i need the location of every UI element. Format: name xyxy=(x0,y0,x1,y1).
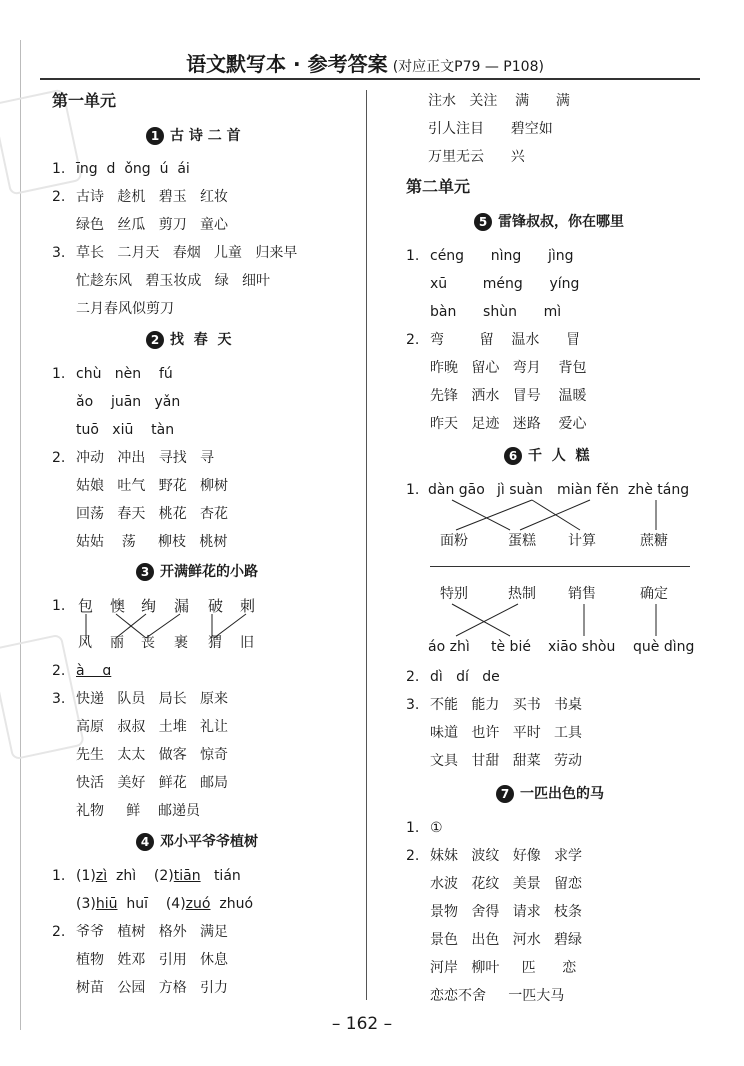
answer-text: 昨晚 留心 弯月 背包 xyxy=(430,360,587,376)
answer-text: 草长 二月天 春烟 儿童 归来早 xyxy=(76,245,298,261)
question-number: 2. xyxy=(406,669,420,685)
question-number: 1. xyxy=(406,820,420,836)
lesson-name: 邓小平爷爷植树 xyxy=(160,834,258,850)
separator-line xyxy=(430,566,690,567)
lesson-name: 古 诗 二 首 xyxy=(170,128,241,144)
lesson-title xyxy=(146,126,241,146)
question-number: 2. xyxy=(52,189,66,205)
header-title: 语文默写本 · 参考答案 xyxy=(186,52,388,76)
header-rule xyxy=(40,78,700,80)
answer-text: 妹妹 波纹 好像 求学 xyxy=(430,848,583,864)
word-option: 计算 xyxy=(568,533,596,549)
lesson-title xyxy=(496,784,604,804)
unit-title: 第一单元 xyxy=(52,91,117,110)
answer-text: 注水 关注 满 满 xyxy=(428,93,570,109)
question-number: 2. xyxy=(406,332,420,348)
matching-top: 包 xyxy=(78,597,94,615)
page-header xyxy=(30,48,700,77)
word-option: 蔗糖 xyxy=(640,533,668,549)
word-option: 销售 xyxy=(568,586,596,602)
header-subtitle: (对应正文P79 — P108) xyxy=(392,59,544,75)
answer-text: 景色 出色 河水 碧绿 xyxy=(430,932,583,948)
pinyin-option: tè bié xyxy=(491,639,531,655)
matching-top: 漏 xyxy=(174,597,190,615)
matching-lines xyxy=(420,498,700,532)
matching-lines xyxy=(420,602,700,638)
answer-text: 快活 美好 鲜花 邮局 xyxy=(76,775,229,791)
question-number: 2. xyxy=(406,848,420,864)
lesson-title xyxy=(504,446,590,466)
answer-text: 姑姑 荡 柳枝 桃树 xyxy=(76,534,228,550)
lesson-number: 5 xyxy=(474,213,492,231)
stamp-mark xyxy=(0,634,85,761)
word-option: 热制 xyxy=(508,586,536,602)
answer-text: ① xyxy=(430,820,443,836)
lesson-name: 雷锋叔叔，你在哪里 xyxy=(498,214,624,230)
matching-top: 绚 xyxy=(141,597,157,615)
answer-text: 万里无云 兴 xyxy=(428,149,525,165)
lesson-name: 开满鲜花的小路 xyxy=(160,564,258,580)
question-number: 1. xyxy=(406,482,420,498)
question-number: 2. xyxy=(52,663,66,679)
matching-bottom: 丧 xyxy=(141,635,155,651)
lesson-name: 一匹出色的马 xyxy=(520,786,604,802)
question-number: 3. xyxy=(406,697,420,713)
lesson-number: 1 xyxy=(146,127,164,145)
answer-text: à ɑ xyxy=(76,663,112,679)
answer-line: (3)hiū huī (4)zuó zhuó xyxy=(76,896,254,912)
matching-top: 刺 xyxy=(240,597,256,615)
answer-text: 昨天 足迹 迷路 爱心 xyxy=(430,416,587,432)
answer-text: chù nèn fú xyxy=(76,366,173,382)
matching-bottom: 风 xyxy=(78,635,92,651)
lesson-title xyxy=(136,832,258,852)
matching-bottom: 猬 xyxy=(208,635,222,651)
question-number: 1. xyxy=(52,598,66,614)
answer-text: tuō xiū tàn xyxy=(76,422,175,438)
answer-text: 爷爷 植树 格外 满足 xyxy=(76,924,229,940)
lesson-number: 6 xyxy=(504,447,522,465)
pinyin-option: dàn gāo xyxy=(428,482,485,498)
matching-bottom: 裹 xyxy=(174,635,188,651)
answer-text: 先生 太太 做客 惊奇 xyxy=(76,747,229,763)
answer-text: 快递 队员 局长 原来 xyxy=(76,691,229,707)
matching-bottom: 旧 xyxy=(240,635,254,651)
answer-text: 植物 姓邓 引用 休息 xyxy=(76,952,229,968)
pinyin-option: jì suàn xyxy=(497,482,543,498)
lesson-number: 4 xyxy=(136,833,154,851)
lesson-title xyxy=(146,330,232,350)
question-number: 1. xyxy=(406,248,420,264)
matching-top: 懊 xyxy=(110,597,126,615)
lesson-number: 7 xyxy=(496,785,514,803)
answer-text: 古诗 趁机 碧玉 红妆 xyxy=(76,189,229,205)
matching-bottom: 丽 xyxy=(110,635,124,651)
answer-text: 水波 花纹 美景 留恋 xyxy=(430,876,583,892)
answer-text: ǎo juān yǎn xyxy=(76,394,181,410)
lesson-title xyxy=(474,212,624,232)
answer-text: 绿色 丝瓜 剪刀 童心 xyxy=(76,217,229,233)
pinyin-option: áo zhì xyxy=(428,639,470,655)
question-number: 3. xyxy=(52,691,66,707)
answer-text: 河岸 柳叶 匹 恋 xyxy=(430,960,577,976)
answer-text: īng d ǒng ú ái xyxy=(76,161,190,177)
answer-text: céng nìng jìng xyxy=(430,248,574,264)
answer-text: 礼物 鲜 邮递员 xyxy=(76,803,201,819)
column-divider xyxy=(366,90,367,1000)
answer-text: dì dí de xyxy=(430,669,500,685)
question-number: 1. xyxy=(52,366,66,382)
answer-text: 恋恋不舍 一匹大马 xyxy=(430,988,565,1004)
lesson-name: 找 春 天 xyxy=(170,332,232,348)
answer-text: 忙趁东风 碧玉妆成 绿 细叶 xyxy=(76,273,271,289)
page-number: – 162 – xyxy=(331,1014,393,1034)
word-option: 确定 xyxy=(640,586,668,602)
question-number: 2. xyxy=(52,924,66,940)
question-number: 2. xyxy=(52,450,66,466)
pinyin-option: què dìng xyxy=(633,639,695,655)
word-option: 蛋糕 xyxy=(508,533,536,549)
answer-text: 姑娘 吐气 野花 柳树 xyxy=(76,478,229,494)
word-option: 面粉 xyxy=(440,533,468,549)
matching-top: 破 xyxy=(208,597,224,615)
answer-line: (1)zì zhì (2)tiān tián xyxy=(76,868,241,884)
pinyin-option: zhè táng xyxy=(628,482,690,498)
answer-text: 回荡 春天 桃花 杏花 xyxy=(76,506,229,522)
answer-text: 味道 也许 平时 工具 xyxy=(430,725,583,741)
answer-text: 弯 留 温水 冒 xyxy=(430,332,581,348)
word-option: 特别 xyxy=(440,586,468,602)
lesson-number: 2 xyxy=(146,331,164,349)
pinyin-option: xiāo shòu xyxy=(548,639,616,655)
answer-text: 文具 甘甜 甜菜 劳动 xyxy=(430,753,583,769)
answer-text: xū méng yíng xyxy=(430,276,580,292)
lesson-name: 千 人 糕 xyxy=(528,448,590,464)
lesson-number: 3 xyxy=(136,563,154,581)
question-number: 1. xyxy=(52,868,66,884)
question-number: 1. xyxy=(52,161,66,177)
answer-text: bàn shùn mì xyxy=(430,304,562,320)
unit-title: 第二单元 xyxy=(406,177,471,196)
answer-text: 高原 叔叔 土堆 礼让 xyxy=(76,719,229,735)
question-number: 3. xyxy=(52,245,66,261)
answer-text: 二月春风似剪刀 xyxy=(76,301,174,317)
pinyin-option: miàn fěn xyxy=(557,482,619,498)
answer-text: 冲动 冲出 寻找 寻 xyxy=(76,450,215,466)
answer-text: 树苗 公园 方格 引力 xyxy=(76,980,229,996)
answer-text: 景物 舍得 请求 枝条 xyxy=(430,904,583,920)
lesson-title xyxy=(136,562,258,582)
answer-text: 不能 能力 买书 书桌 xyxy=(430,697,583,713)
answer-text: 引人注目 碧空如 xyxy=(428,121,553,137)
answer-text: 先锋 洒水 冒号 温暖 xyxy=(430,388,587,404)
